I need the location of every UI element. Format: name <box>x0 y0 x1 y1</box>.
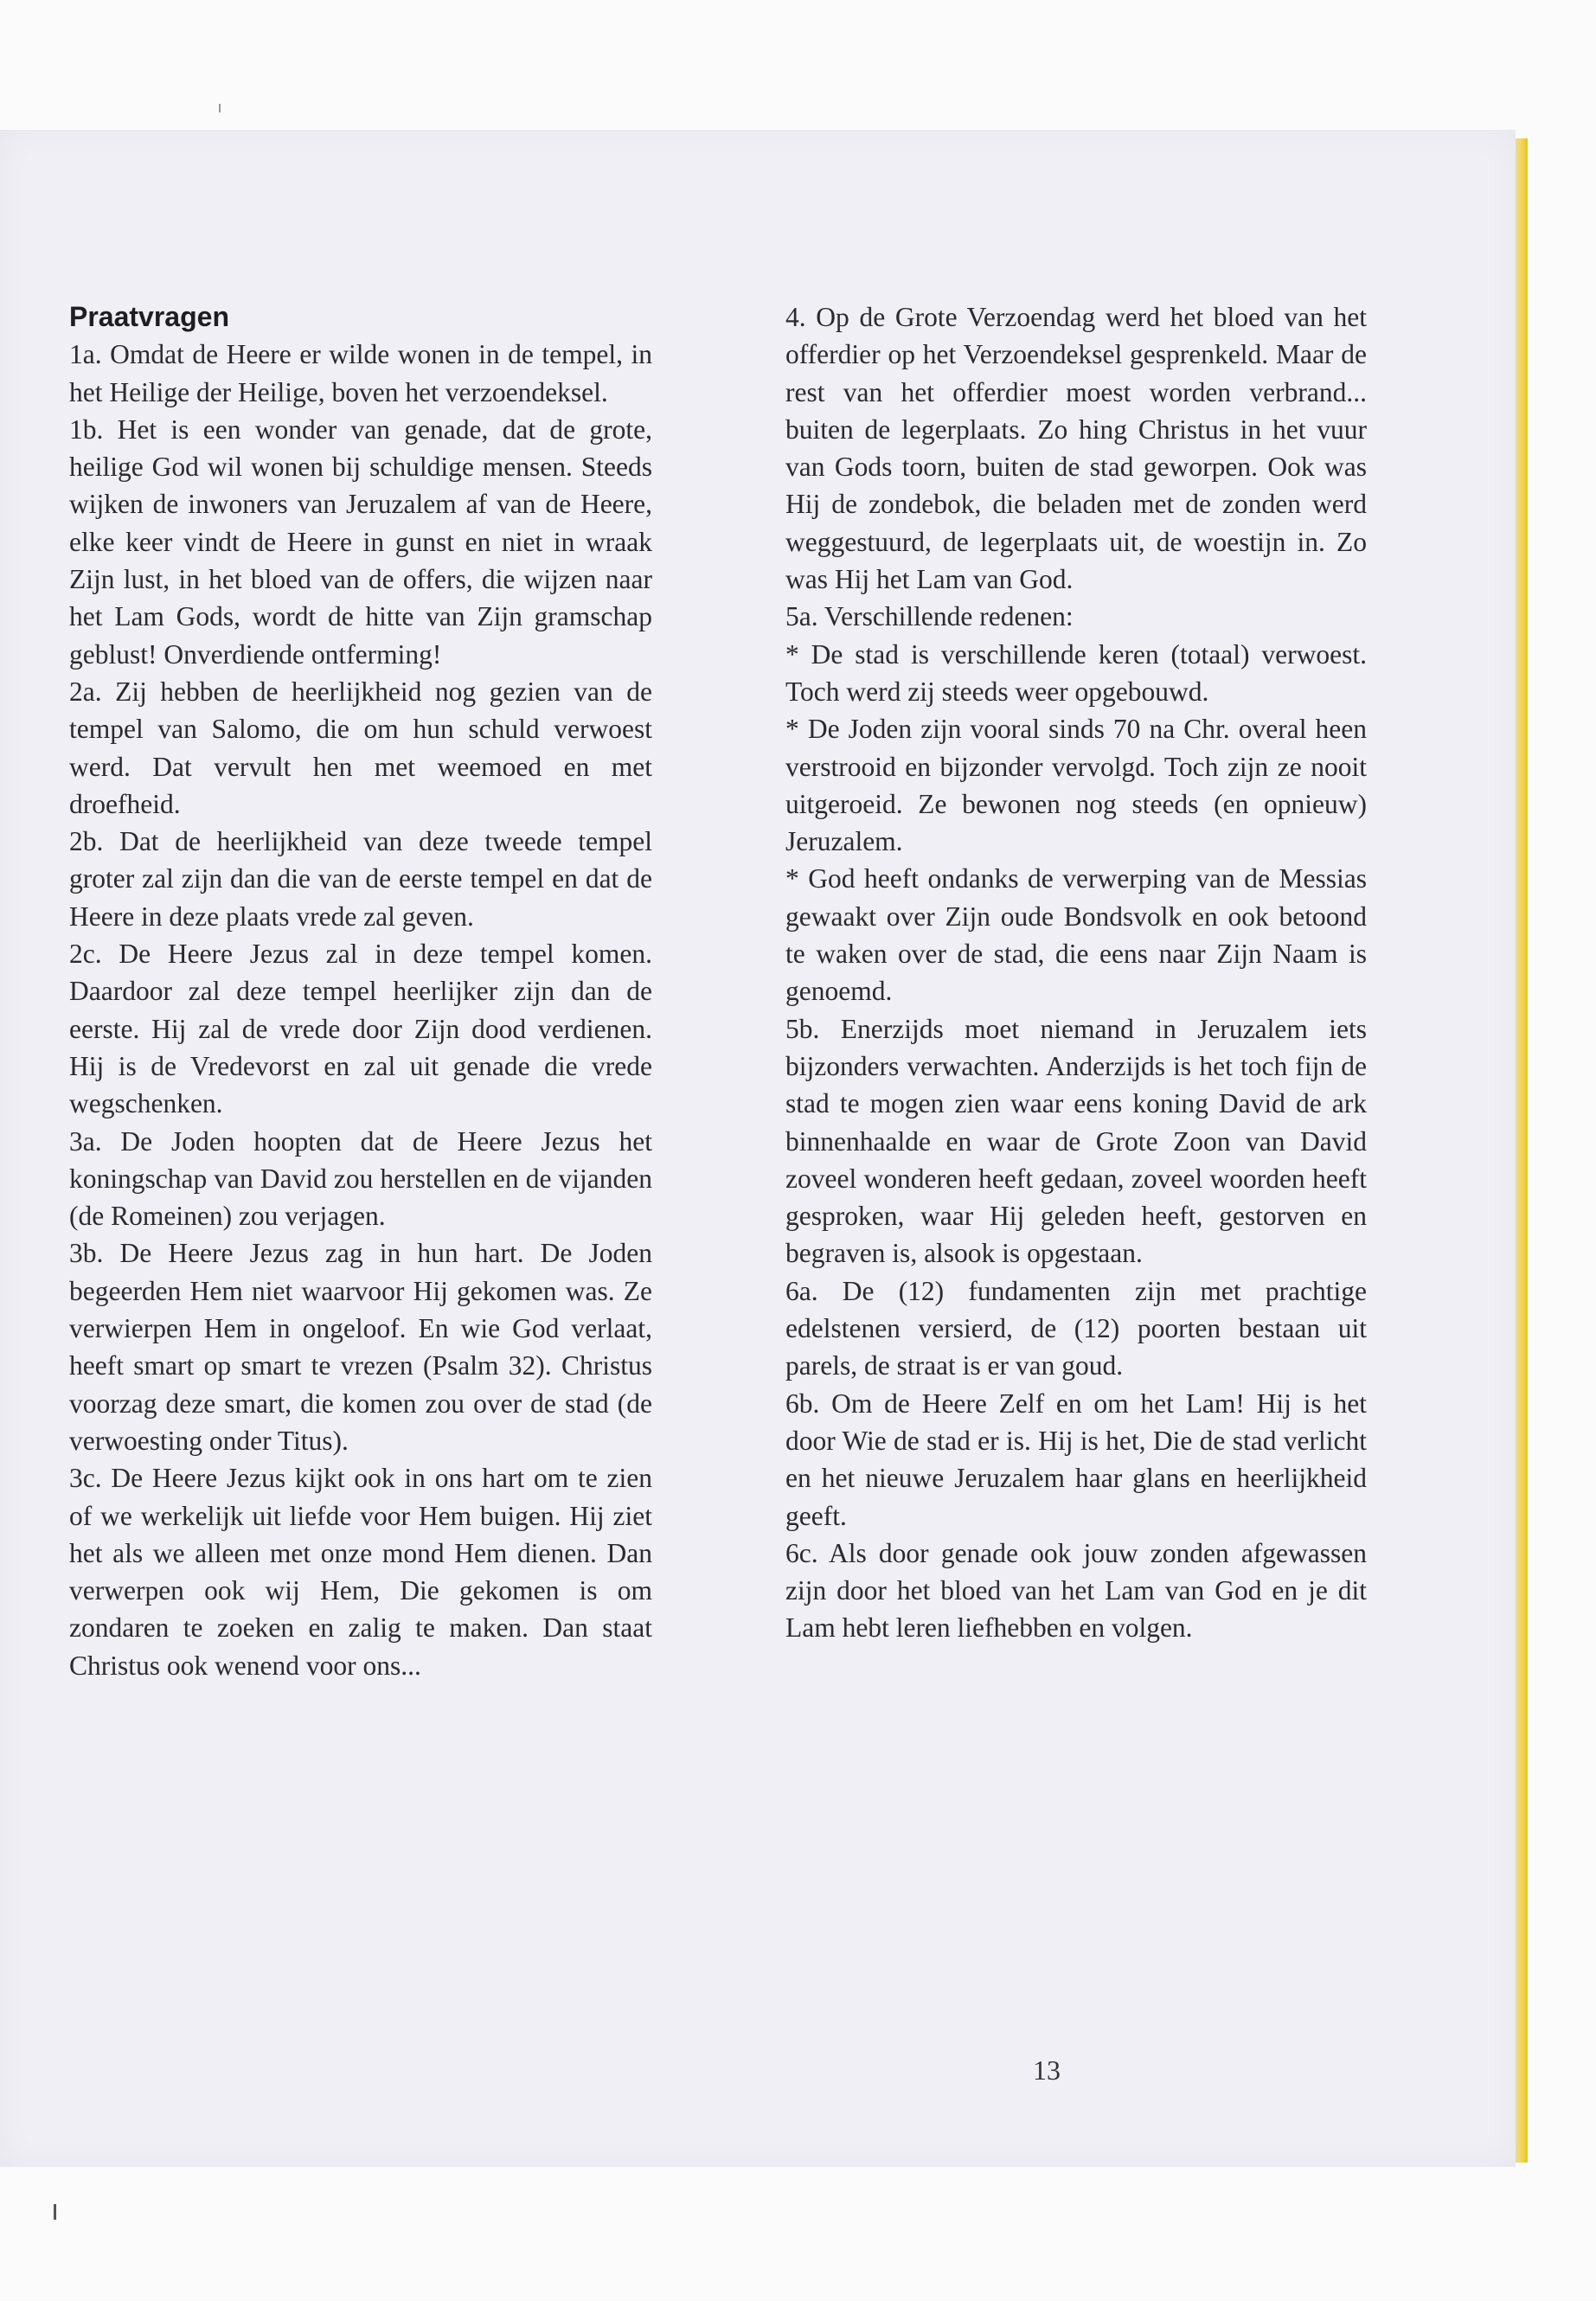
answer-3b: 3b. De Heere Jezus zag in hun hart. De Joden begeerden Hem niet waarvoor Hij gekomen was. Ze verwierpen Hem in ongeloof. En wie God verlaat, heeft smart op smart te vrezen (Psalm 32). Christus voorzag deze smart, die komen zou over de stad (de verwoesting onder Titus). <box>69 1238 652 1456</box>
answer-5a-point-3: * God heeft ondanks de verwerping van de Messias gewaakt over Zijn oude Bondsvolk en ook betoond te waken over de stad, die eens naar Zijn Naam is genoemd. <box>785 863 1367 1007</box>
answer-5a-point-1: * De stad is verschillende keren (totaal) verwoest. Toch werd zij steeds weer opgebouwd. <box>785 638 1367 707</box>
answer-6b: 6b. Om de Heere Zelf en om het Lam! Hij is het door Wie de stad er is. Hij is het, Die de stad verlicht en het nieuwe Jeruzalem haar glans en heerlijkheid geeft. <box>785 1388 1367 1531</box>
scan-speck <box>54 2204 56 2220</box>
page-edge <box>1516 138 1528 2163</box>
page-number: 13 <box>1033 2054 1061 2086</box>
answer-5b: 5b. Enerzijds moet niemand in Jeruzalem iets bijzonders verwachten. Anderzijds is het toch fijn de stad te mogen zien waar eens koning David de ark binnenhaalde en waar de Grote Zoon van David zoveel wonderen heeft gedaan, zoveel woorden heeft gesproken, waar Hij geleden heeft, gestorven en begraven is, alsook is opgestaan. <box>785 1013 1367 1269</box>
answer-6c: 6c. Als door genade ook jouw zonden afgewassen zijn door het bloed van het Lam van God en je dit Lam hebt leren liefhebben en volgen. <box>785 1537 1367 1644</box>
answer-6a: 6a. De (12) fundamenten zijn met prachtige edelstenen versierd, de (12) poorten bestaan uit parels, de straat is er van goud. <box>785 1275 1367 1381</box>
answer-4: 4. Op de Grote Verzoendag werd het bloed van het offerdier op het Verzoendeksel gesprenkeld. Maar de rest van het offerdier moest worden verbrand... buiten de legerplaats. Zo hing Christus in het vuur van Gods toorn, buiten de stad geworpen. Ook was Hij de zondebok, die beladen met de zonden werd weggestuurd, de legerplaats uit, de woestijn in. Zo was Hij het Lam van God. <box>785 302 1367 595</box>
answer-5a: 5a. Verschillende redenen: <box>785 601 1074 632</box>
right-column <box>785 298 1367 1647</box>
answer-2c: 2c. De Heere Jezus zal in deze tempel komen. Daardoor zal deze tempel heerlijker zijn dan de eerste. Hij zal de vrede door Zijn dood verdienen. Hij is de Vredevorst en zal uit genade die vrede wegschenken. <box>69 939 652 1119</box>
answer-3a: 3a. De Joden hoopten dat de Heere Jezus het koningschap van David zou herstellen en de vijanden (de Romeinen) zou verjagen. <box>69 1125 652 1232</box>
answer-5a-point-2: * De Joden zijn vooral sinds 70 na Chr. overal heen verstrooid en bijzonder vervolgd. Toch zijn ze nooit uitgeroeid. Ze bewonen nog steeds (en opnieuw) Jeruzalem. <box>785 714 1367 857</box>
answer-2a: 2a. Zij hebben de heerlijkheid nog gezien van de tempel van Salomo, die om hun schuld verwoest werd. Dat vervult hen met weemoed en met droefheid. <box>69 676 652 819</box>
answer-3c: 3c. De Heere Jezus kijkt ook in ons hart om te zien of we werkelijk uit liefde voor Hem buigen. Hij ziet het als we alleen met onze mond Hem dienen. Dan verwerpen ook wij Hem, Die gekomen is om zondaren te zoeken en zalig te maken. Dan staat Christus ook wenend voor ons... <box>69 1463 652 1681</box>
left-column <box>69 298 652 1684</box>
answer-2b: 2b. Dat de heerlijkheid van deze tweede tempel groter zal zijn dan die van de eerste tempel en dat de Heere in deze plaats vrede zal geven. <box>69 826 652 932</box>
answer-1a: 1a. Omdat de Heere er wilde wonen in de tempel, in het Heilige der Heilige, boven het verzoendeksel. <box>69 339 652 407</box>
answer-1b: 1b. Het is een wonder van genade, dat de grote, heilige God wil wonen bij schuldige mensen. Steeds wijken de inwoners van Jeruzalem af van de Heere, elke keer vindt de Heere in gunst en niet in wraak Zijn lust, in het bloed van de offers, die wijzen naar het Lam Gods, wordt de hitte van Zijn gramschap geblust! Onverdiende ontferming! <box>69 413 652 670</box>
scan-mark <box>219 104 221 112</box>
section-heading: Praatvragen <box>69 301 229 332</box>
